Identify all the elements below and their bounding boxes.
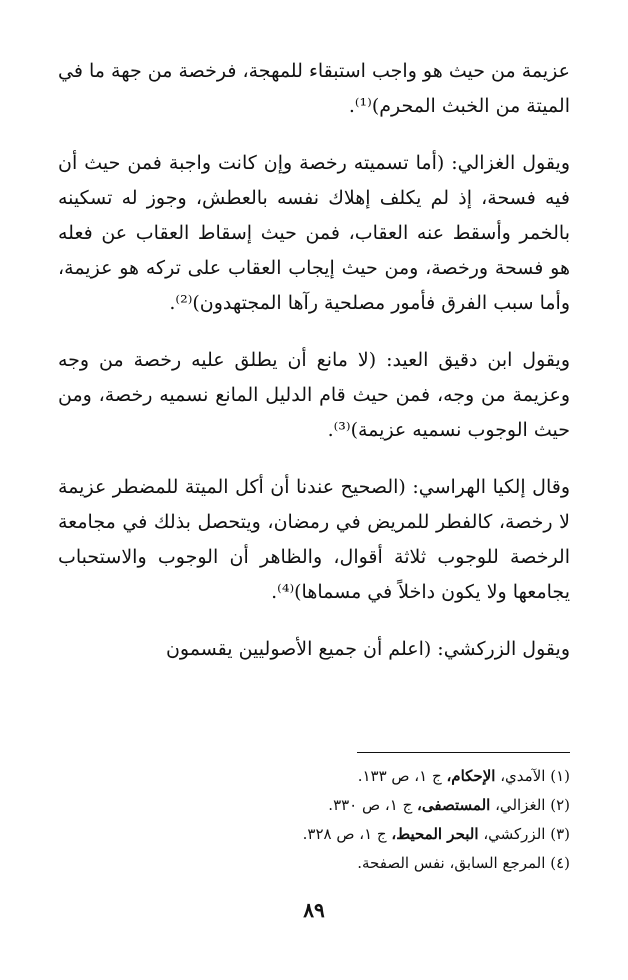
footnote-4 — [58, 849, 570, 878]
paragraph-2: ويقول الغزالي: (أما تسميته رخصة وإن كانت واجبة فمن حيث أن فيه فسحة، إذ لم يكلف إهلاك نفسه بالعطش، وجوز له تسكينه بالخمر وأسقط عنه العقاب، فمن حيث إسقاط العقاب عن فعله هو فسحة ورخصة، ومن حيث إيجاب العقاب على تركه هو عزيمة، وأما سبب الفرق فأمور مصلحية رآها المجتهدون)⁽²⁾. — [58, 152, 570, 314]
footnote-title: البحر المحيط، — [391, 825, 479, 843]
paragraph-5: ويقول الزركشي: (اعلم أن جميع الأصوليين يقسمون — [165, 638, 570, 660]
footnote-2 — [58, 791, 570, 820]
footnote-number: (٢) — [550, 796, 570, 814]
footnote-author: المرجع السابق، نفس الصفحة. — [357, 854, 546, 872]
footnote-ref: ج ١، ص ٣٢٨. — [302, 825, 387, 843]
footnotes — [58, 762, 570, 878]
footnote-number: (١) — [550, 767, 570, 785]
paragraph-4: وقال إلكيا الهراسي: (الصحيح عندنا أن أكل الميتة للمضطر عزيمة لا رخصة، كالفطر للمريض في رمضان، ويتحصل بذلك في مجامعة الرخصة للوجوب ثلاثة أقوال، والظاهر أن الوجوب والاستحباب يجامعها ولا يكون داخلاً في مسماها)⁽⁴⁾. — [58, 476, 570, 603]
footnote-author: الآمدي، — [500, 767, 546, 785]
footnote-3 — [58, 820, 570, 849]
footnote-author: الزركشي، — [483, 825, 546, 843]
footnote-ref: ج ١، ص ٣٣٠. — [328, 796, 413, 814]
footnote-author: الغزالي، — [495, 796, 546, 814]
page-number: ٨٩ — [303, 898, 325, 922]
footnote-number: (٤) — [550, 854, 570, 872]
paragraph-1: عزيمة من حيث هو واجب استبقاء للمهجة، فرخصة من جهة ما في الميتة من الخبث المحرم)⁽¹⁾. — [58, 60, 570, 117]
paragraph-3: ويقول ابن دقيق العيد: (لا مانع أن يطلق عليه رخصة من وجه وعزيمة من وجه، فمن حيث قام الدليل المانع نسميه رخصة، ومن حيث الوجوب نسميه عزيمة)⁽³⁾. — [58, 349, 570, 441]
footnote-ref: ج ١، ص ١٣٣. — [357, 767, 442, 785]
page-body — [58, 54, 570, 667]
footnote-1 — [58, 762, 570, 791]
footnote-separator — [357, 752, 570, 753]
footnote-number: (٣) — [550, 825, 570, 843]
footnote-title: المستصفى، — [417, 796, 491, 814]
footnote-title: الإحكام، — [446, 767, 496, 785]
